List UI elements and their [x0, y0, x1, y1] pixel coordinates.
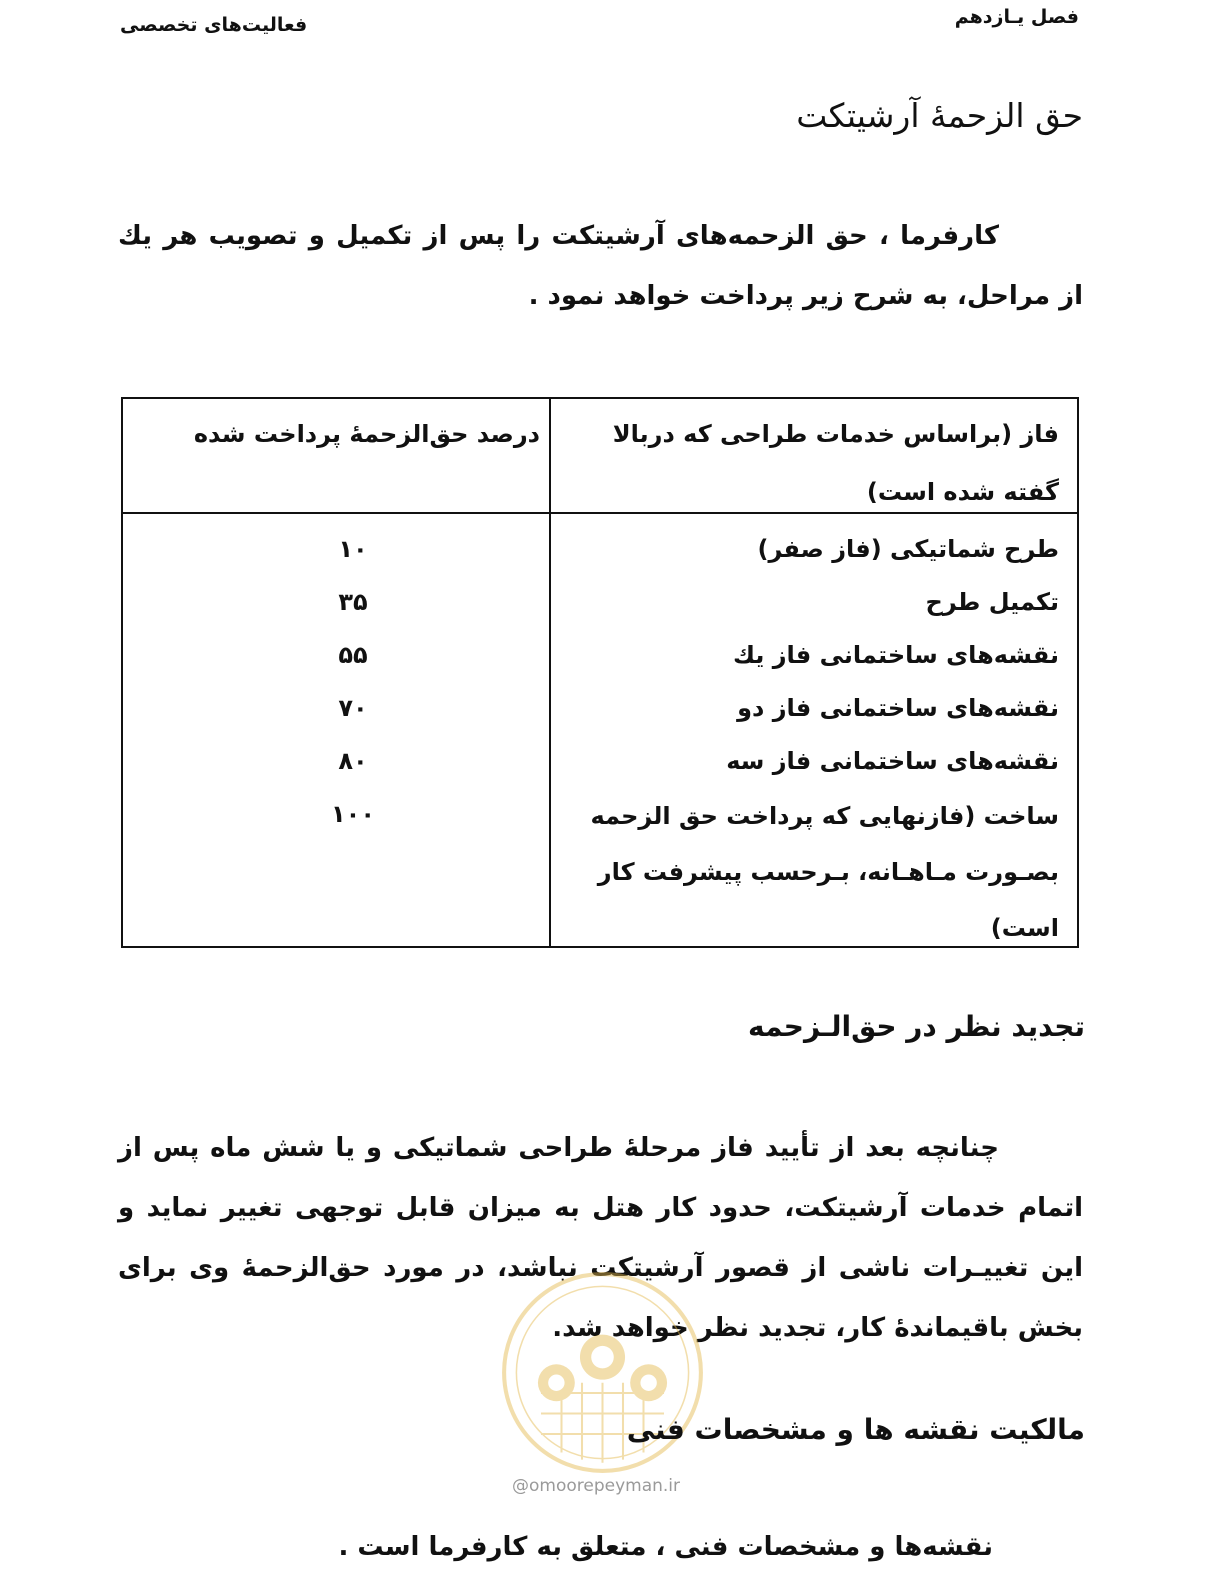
ownership-heading: مالکیت نقشه ها و مشخصات فنی — [626, 1413, 1085, 1446]
table-cell-phase: طرح شماتیکی (فاز صفر) — [757, 535, 1059, 563]
ownership-text: نقشه‌ها و مشخصات فنی ، متعلق به کارفرما است . — [338, 1532, 993, 1562]
table-header-percent: درصد حق‌الزحمهٔ پرداخت شده — [193, 420, 540, 448]
table-row — [123, 623, 1077, 676]
table-cell-phase: نقشه‌های ساختمانی فاز سه — [726, 747, 1059, 775]
revision-text: چنانچه بعد از تأیید فاز مرحلهٔ طراحی شماتیکی و یا شش ماه پس از اتمام خدمات آرشیتکت، حدود کار هتل به میزان قابل توجهی تغییر نماید و این تغییـرات ناشی از قصور آرشیتکت نباشد، در مورد حق‌الزحمهٔ وی برای بخش باقیماندهٔ کار، تجدید نظر خواهد شد. — [118, 1133, 1083, 1343]
table-header-phase: فاز (براساس خدمات طراحی که دربالا گفته شده است) — [612, 420, 1059, 506]
revision-heading: تجدید نظر در حق‌الـزحمه — [748, 1010, 1085, 1043]
table-cell-percent: ۱۰ — [338, 535, 368, 563]
table-cell-phase: نقشه‌های ساختمانی فاز دو — [737, 694, 1059, 722]
table-cell-percent: ۱۰۰ — [331, 800, 375, 828]
table-cell-percent: ۳۵ — [338, 588, 368, 616]
page-title: حق الزحمهٔ آرشیتکت — [796, 96, 1083, 135]
table-row — [123, 782, 1077, 942]
intro-text: کارفرما ، حق الزحمه‌های آرشیتکت را پس از تکمیل و تصویب هر یك از مراحل، به شرح زیر پرداخت خواهد نمود . — [118, 221, 1083, 311]
table-cell-percent: ۷۰ — [338, 694, 368, 722]
table-cell-percent: ۵۵ — [338, 641, 368, 669]
table-cell-phase: تکمیل طرح — [925, 588, 1059, 616]
table-row — [123, 676, 1077, 729]
watermark-url: @omoorepeyman.ir — [512, 1476, 681, 1496]
table-row — [123, 517, 1077, 570]
header-section: فعالیت‌های تخصصی — [120, 14, 308, 36]
table-cell-phase: نقشه‌های ساختمانی فاز یك — [733, 641, 1059, 669]
table-row — [123, 570, 1077, 623]
table-cell-phase: ساخت (فازنهایی که پرداخت حق الزحمه بصـورت مـاهـانه، بـرحسب پیشرفت کار است) — [590, 802, 1059, 942]
fee-table — [121, 397, 1079, 948]
table-row — [123, 729, 1077, 782]
intro-paragraph — [118, 206, 1083, 326]
table-body — [123, 517, 1077, 942]
table-cell-percent: ۸۰ — [338, 747, 368, 775]
header-chapter: فصل یـازدهم — [954, 6, 1079, 28]
